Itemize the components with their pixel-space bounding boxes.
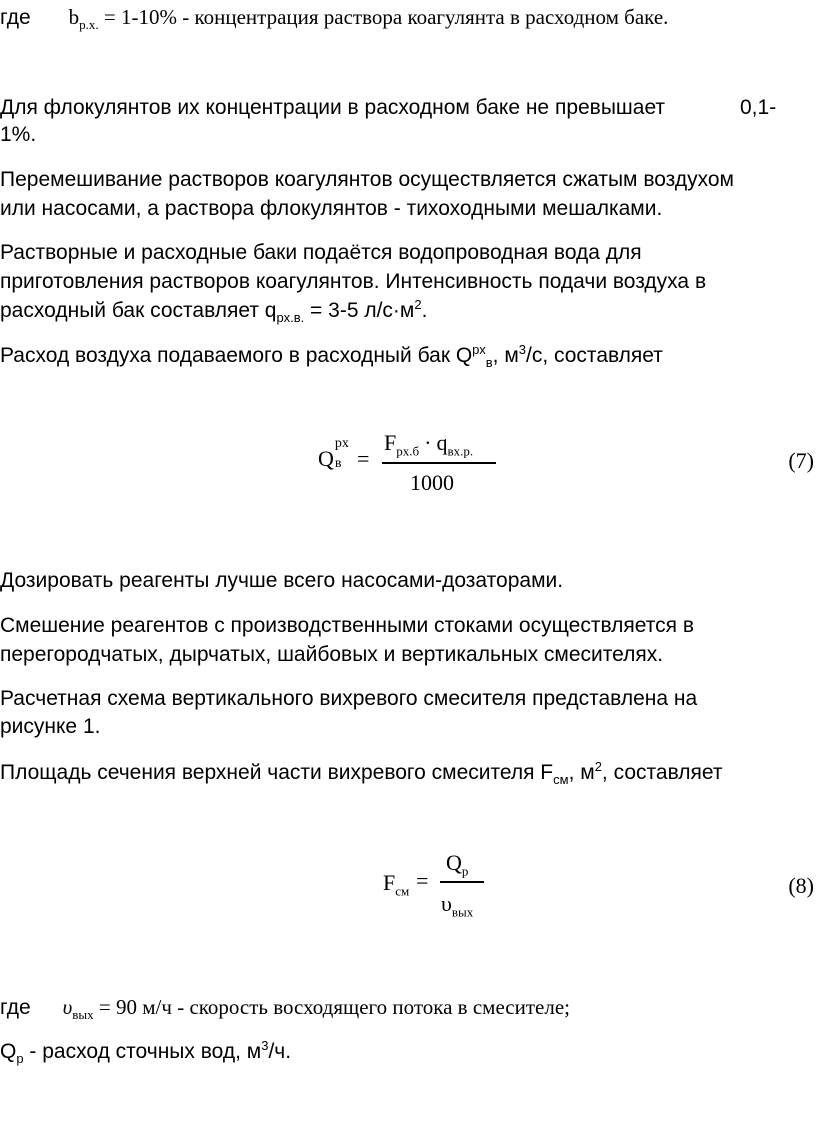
eq7-lhs: Q рх в [318, 436, 349, 471]
eq7-fraction-bar [382, 462, 496, 464]
dosing-line: Дозировать реагенты лучше всего насосами-дозаторами. [0, 569, 564, 592]
where-label: где [0, 6, 31, 29]
var-b: b [68, 5, 80, 29]
eq7-equals: = [357, 446, 370, 471]
air-flow-line: Расход воздуха подаваемого в расходный бак $Q^{рх}_в$, $м^3/с$, составляет [0, 342, 663, 371]
var-b-subscript: р.х. [79, 17, 99, 33]
scheme-line-2: рисунке 1. [0, 715, 101, 738]
tanks-line-3: расходный бак составляет $q_{рх.в.} = 3-5$ $л/с\cdot м^2$. [0, 297, 428, 326]
paragraph-flow-definition: $Q_р$ - расход сточных вод, $м^3/ч$. [0, 1038, 292, 1067]
area-line: Площадь сечения верхней части вихревого смесителя $F_{см}$, $м^2$, составляет [0, 759, 723, 788]
mixing-reagents-line-2: перегородчатых, дырчатых, шайбовых и вертикальных смесителях. [0, 643, 664, 666]
eq8-equals: = [416, 868, 429, 893]
var-upsilon: υ [62, 995, 73, 1019]
tanks-line-1: Растворные и расходные баки подаётся водопроводная вода для [0, 241, 642, 264]
eq8-denominator: $\upsilon_{вых}$ [441, 891, 474, 920]
tanks-line-2: приготовления растворов коагулянтов. Интенсивность подачи воздуха в [0, 270, 707, 293]
eq8-numerator: $Q_р$ [446, 850, 469, 879]
eq7-denominator: 1000 [410, 470, 454, 495]
paragraph-velocity-definition: где $\upsilon_{вых} = 90$ м/ч - скорость восходящего потока в смесителе; [0, 995, 570, 1023]
mixing-line-1: Перемешивание растворов коагулянтов осуществляется сжатым воздухом [0, 168, 734, 191]
eq8-lhs: $F_{см}$ [383, 870, 410, 899]
scheme-line-1: Расчетная схема вертикального вихревого смесителя представлена на [0, 687, 698, 710]
flocculant-line-1: Для флокулянтов их концентрации в расходном баке не превышает [0, 96, 666, 119]
eq8-fraction-bar [440, 881, 484, 883]
flocculant-line-2: 1%. [0, 123, 37, 146]
paragraph-b-definition [0, 5, 669, 33]
b-definition-text: = 1-10% - концентрация раствора коагулянта в расходном баке. [98, 5, 669, 29]
mixing-reagents-line-1: Смешение реагентов с производственными стоками осуществляется в [0, 614, 694, 637]
flocculant-line-1-end: 0,1- [740, 96, 777, 119]
mixing-line-2: или насосами, а раствора флокулянтов - тихоходными мешалками. [0, 197, 663, 220]
eq7-numerator: $F_{рх.б} \cdot q_{вх.р.}$ [384, 430, 474, 459]
eq7-number: (7) [788, 448, 814, 473]
eq8-number: (8) [788, 873, 814, 898]
